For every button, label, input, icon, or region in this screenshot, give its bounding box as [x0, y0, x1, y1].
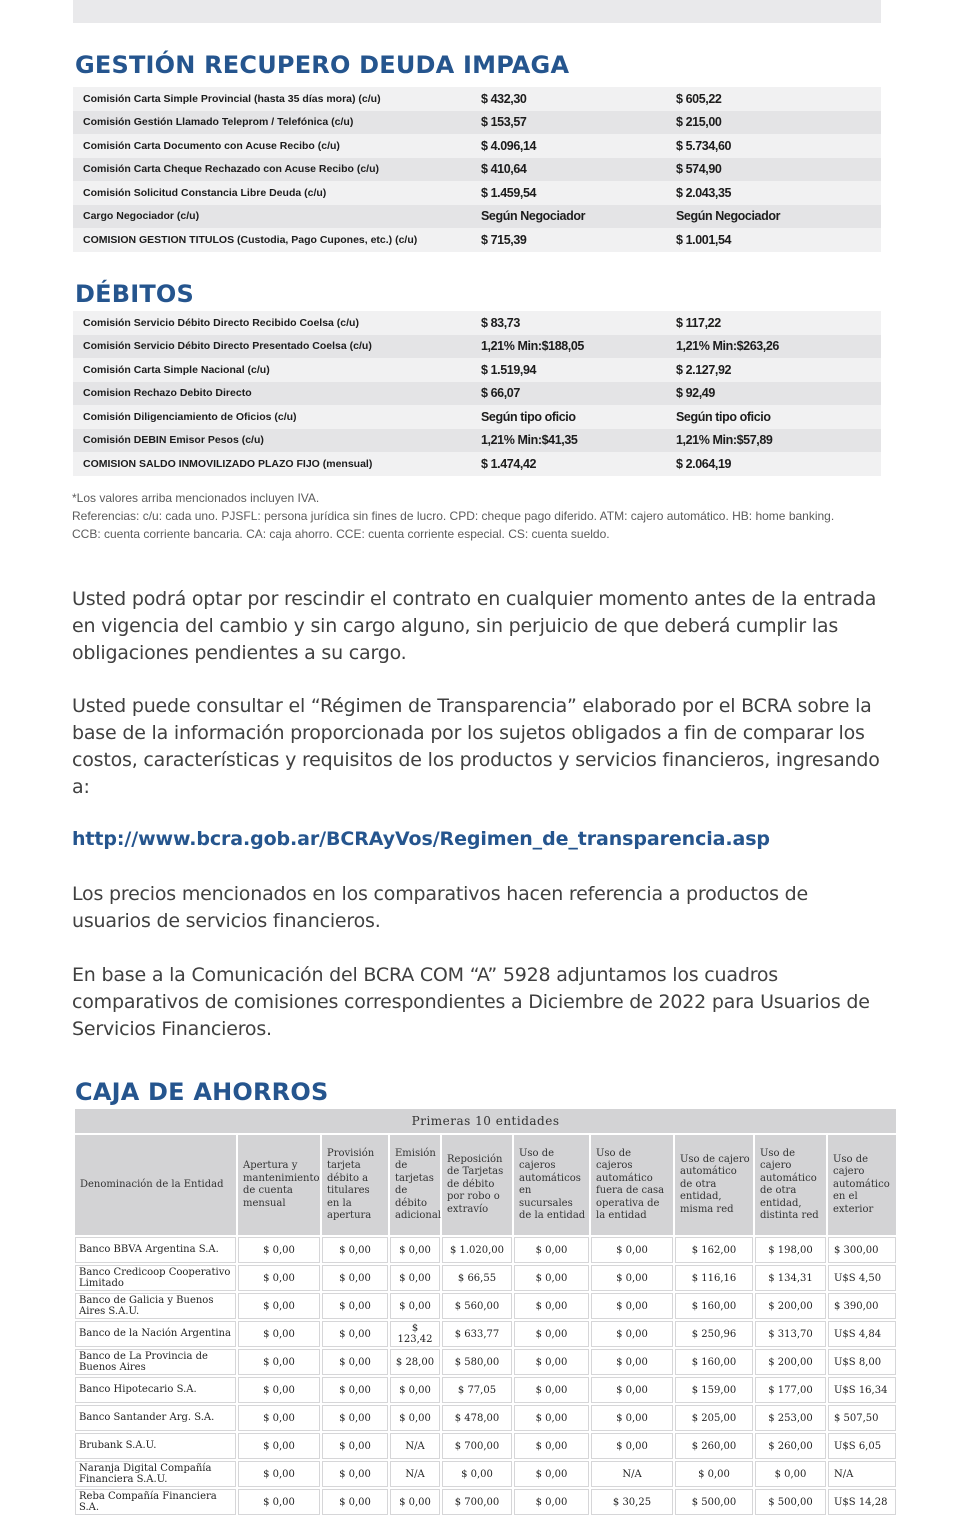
fee-cell: $ 0,00 [590, 1236, 674, 1264]
column-header: Uso de cajero automático de otra entidad, distinta red [754, 1134, 827, 1236]
fee-cell: $ 0,00 [237, 1488, 321, 1516]
fee-concept: Comisión Servicio Débito Directo Recibido Coelsa (c/u) [73, 311, 481, 335]
paragraph-transparencia: Usted puede consultar el “Régimen de Transparencia” elaborado por el BCRA sobre la base de la información proporcionada por los sujetos obligados a fin de comparar los costos, características y requisitos de los productos y servicios financieros, ingresando a: [72, 695, 880, 798]
fee-cell: $ 633,77 [441, 1320, 513, 1348]
table-band-header: Primeras 10 entidades [74, 1108, 897, 1134]
table-row [74, 1348, 897, 1376]
fee-cell: U$S 16,34 [827, 1376, 897, 1404]
fee-concept: Comisión Gestión Llamado Teleprom / Telefónica (c/u) [73, 111, 481, 135]
fee-row [73, 452, 881, 476]
fee-row [73, 429, 881, 453]
fee-row [73, 111, 881, 135]
fee-cell: $ 0,00 [389, 1236, 441, 1264]
fee-value: $ 1.474,42 [481, 452, 676, 476]
fee-cell: $ 0,00 [321, 1320, 389, 1348]
fee-concept: Comisión Carta Simple Provincial (hasta 35 días mora) (c/u) [73, 87, 481, 111]
fee-cell: $ 160,00 [674, 1292, 754, 1320]
fee-cell: $ 66,55 [441, 1264, 513, 1292]
entity-name-cell: Banco de Galicia y Buenos Aires S.A.U. [74, 1292, 237, 1320]
fee-row [73, 158, 881, 182]
fee-cell: $ 159,00 [674, 1376, 754, 1404]
fee-cell: $ 0,00 [513, 1460, 590, 1488]
fee-cell: N/A [827, 1460, 897, 1488]
fee-value-final: $ 2.127,92 [676, 358, 881, 382]
table-row [74, 1376, 897, 1404]
fee-concept: Comision Rechazo Debito Directo [73, 382, 481, 406]
fee-cell: $ 0,00 [237, 1348, 321, 1376]
fee-cell: $ 0,00 [590, 1320, 674, 1348]
fee-value: $ 83,73 [481, 311, 676, 335]
fee-cell: $ 0,00 [513, 1348, 590, 1376]
fee-value-final: 1,21% Min:$263,26 [676, 335, 881, 359]
fee-concept: Comisión Diligenciamiento de Oficios (c/u) [73, 405, 481, 429]
column-header: Reposición de Tarjetas de débito por robo o extravío [441, 1134, 513, 1236]
fee-cell: U$S 8,00 [827, 1348, 897, 1376]
fee-cell: $ 162,00 [674, 1236, 754, 1264]
fee-value: $ 153,57 [481, 111, 676, 135]
fee-value: 1,21% Min:$188,05 [481, 335, 676, 359]
fee-concept: Comisión Servicio Débito Directo Presentado Coelsa (c/u) [73, 335, 481, 359]
fee-cell: $ 500,00 [674, 1488, 754, 1516]
fee-value-final: Según Negociador [676, 205, 881, 229]
footnotes [72, 489, 872, 543]
fee-row [73, 228, 881, 252]
fee-cell: $ 0,00 [389, 1404, 441, 1432]
paragraph-rescindir: Usted podrá optar por rescindir el contrato en cualquier momento antes de la entrada en vigencia del cambio y sin cargo alguno, sin perjuicio de que deberá cumplir las obligaciones pendientes a su cargo. [72, 588, 877, 664]
table-row [74, 1320, 897, 1348]
fee-row [73, 134, 881, 158]
fee-cell: $ 313,70 [754, 1320, 827, 1348]
fee-cell: $ 0,00 [321, 1460, 389, 1488]
fee-value: $ 4.096,14 [481, 134, 676, 158]
fee-cell: $ 0,00 [237, 1432, 321, 1460]
table-row [74, 1292, 897, 1320]
fee-cell: $ 478,00 [441, 1404, 513, 1432]
top-divider-bar [73, 0, 881, 23]
fee-cell: $ 0,00 [237, 1320, 321, 1348]
fee-cell: $ 700,00 [441, 1488, 513, 1516]
column-header: Emisión de tarjetas de débito adicional [389, 1134, 441, 1236]
fee-cell: $ 77,05 [441, 1376, 513, 1404]
fee-cell: $ 0,00 [513, 1376, 590, 1404]
fee-cell: $ 260,00 [674, 1432, 754, 1460]
column-header: Uso de cajero automático de otra entidad, misma red [674, 1134, 754, 1236]
fee-concept: COMISION GESTION TITULOS (Custodia, Pago Cupones, etc.) (c/u) [73, 228, 481, 252]
column-header: Uso de cajeros automático fuera de casa operativa de la entidad [590, 1134, 674, 1236]
debitos-fee-table [73, 311, 881, 476]
entity-name-cell: Banco de La Provincia de Buenos Aires [74, 1348, 237, 1376]
fee-cell: $ 580,00 [441, 1348, 513, 1376]
fee-row [73, 382, 881, 406]
fee-value: $ 432,30 [481, 87, 676, 111]
fee-cell: $ 0,00 [321, 1404, 389, 1432]
fee-cell: $ 0,00 [321, 1292, 389, 1320]
fee-cell: N/A [389, 1460, 441, 1488]
column-header: Apertura y mantenimiento de cuenta mensual [237, 1134, 321, 1236]
fee-value: $ 410,64 [481, 158, 676, 182]
fee-value-final: $ 605,22 [676, 87, 881, 111]
fee-concept: Comisión DEBIN Emisor Pesos (c/u) [73, 429, 481, 453]
fee-value-final: $ 574,90 [676, 158, 881, 182]
fee-cell: $ 0,00 [513, 1264, 590, 1292]
fee-cell: $ 300,00 [827, 1236, 897, 1264]
fee-cell: $ 0,00 [590, 1376, 674, 1404]
fee-cell: $ 0,00 [513, 1432, 590, 1460]
paragraph-comunicacion: En base a la Comunicación del BCRA COM “A” 5928 adjuntamos los cuadros comparativos de comisiones correspondientes a Diciembre de 2022 para Usuarios de Servicios Financieros. [72, 964, 870, 1040]
fee-cell: $ 0,00 [237, 1376, 321, 1404]
fee-cell: $ 260,00 [754, 1432, 827, 1460]
fee-cell: $ 0,00 [513, 1292, 590, 1320]
fee-cell: $ 0,00 [674, 1460, 754, 1488]
fee-cell: $ 0,00 [389, 1488, 441, 1516]
fee-cell: $ 0,00 [513, 1236, 590, 1264]
fee-cell: $ 0,00 [590, 1264, 674, 1292]
fee-cell: $ 0,00 [321, 1236, 389, 1264]
fee-cell: $ 160,00 [674, 1348, 754, 1376]
fee-cell: $ 0,00 [754, 1460, 827, 1488]
fee-concept: COMISION SALDO INMOVILIZADO PLAZO FIJO (mensual) [73, 452, 481, 476]
fee-cell: N/A [389, 1432, 441, 1460]
entity-name-cell: Banco de la Nación Argentina [74, 1320, 237, 1348]
fee-concept: Comisión Carta Simple Nacional (c/u) [73, 358, 481, 382]
fee-cell: $ 134,31 [754, 1264, 827, 1292]
fee-cell: $ 0,00 [321, 1264, 389, 1292]
fee-cell: $ 0,00 [513, 1404, 590, 1432]
fee-value-final: $ 117,22 [676, 311, 881, 335]
fee-cell: U$S 4,84 [827, 1320, 897, 1348]
fee-cell: $ 0,00 [389, 1264, 441, 1292]
fee-concept: Cargo Negociador (c/u) [73, 205, 481, 229]
fee-value-final: $ 5.734,60 [676, 134, 881, 158]
entity-name-cell: Banco Hipotecario S.A. [74, 1376, 237, 1404]
bcra-transparency-link[interactable]: http://www.bcra.gob.ar/BCRAyVos/Regimen_de_transparencia.asp [72, 828, 770, 850]
fee-concept: Comisión Carta Cheque Rechazado con Acuse Recibo (c/u) [73, 158, 481, 182]
fee-cell: $ 253,00 [754, 1404, 827, 1432]
fee-row [73, 181, 881, 205]
column-header: Uso de cajeros automáticos en sucursales de la entidad [513, 1134, 590, 1236]
fee-cell: $ 200,00 [754, 1292, 827, 1320]
fee-cell: $ 0,00 [237, 1292, 321, 1320]
fee-value: $ 1.519,94 [481, 358, 676, 382]
fee-cell: $ 0,00 [441, 1460, 513, 1488]
fee-cell: $ 0,00 [590, 1292, 674, 1320]
fee-row [73, 405, 881, 429]
column-header: Provisión tarjeta débito a titulares en la apertura [321, 1134, 389, 1236]
fee-value: 1,21% Min:$41,35 [481, 429, 676, 453]
fee-cell: $ 28,00 [389, 1348, 441, 1376]
table-row [74, 1488, 897, 1516]
caja-ahorros-table [73, 1107, 898, 1517]
fee-cell: $ 0,00 [237, 1404, 321, 1432]
fee-row [73, 311, 881, 335]
fee-cell: $ 198,00 [754, 1236, 827, 1264]
fee-cell: $ 0,00 [237, 1460, 321, 1488]
fee-concept: Comisión Carta Documento con Acuse Recibo (c/u) [73, 134, 481, 158]
fee-cell: $ 0,00 [389, 1292, 441, 1320]
fee-value-final: $ 1.001,54 [676, 228, 881, 252]
fee-cell: U$S 6,05 [827, 1432, 897, 1460]
fee-cell: $ 560,00 [441, 1292, 513, 1320]
fee-value: Según tipo oficio [481, 405, 676, 429]
fee-value-final: 1,21% Min:$57,89 [676, 429, 881, 453]
section-title-debitos: DÉBITOS [75, 280, 194, 308]
fee-value-final: Según tipo oficio [676, 405, 881, 429]
fee-value-final: $ 215,00 [676, 111, 881, 135]
fee-value: $ 66,07 [481, 382, 676, 406]
table-row [74, 1404, 897, 1432]
table-row [74, 1236, 897, 1264]
fee-value: $ 1.459,54 [481, 181, 676, 205]
fee-cell: $ 700,00 [441, 1432, 513, 1460]
gestion-fee-table [73, 87, 881, 252]
entity-name-cell: Banco Santander Arg. S.A. [74, 1404, 237, 1432]
fee-value-final: $ 2.064,19 [676, 452, 881, 476]
fee-cell: $ 250,96 [674, 1320, 754, 1348]
fee-value: $ 715,39 [481, 228, 676, 252]
note-references-cont: CCB: cuenta corriente bancaria. CA: caja ahorro. CCE: cuenta corriente especial. CS: cuenta sueldo. [72, 527, 610, 541]
fee-row [73, 335, 881, 359]
fee-cell: $ 0,00 [590, 1348, 674, 1376]
fee-cell: $ 0,00 [590, 1432, 674, 1460]
fee-value-final: $ 92,49 [676, 382, 881, 406]
fee-cell: $ 390,00 [827, 1292, 897, 1320]
fee-cell: $ 0,00 [321, 1432, 389, 1460]
fee-concept: Comisión Solicitud Constancia Libre Deuda (c/u) [73, 181, 481, 205]
fee-cell: $ 200,00 [754, 1348, 827, 1376]
section-title-gestion: GESTIÓN RECUPERO DEUDA IMPAGA [75, 51, 570, 79]
fee-cell: $ 0,00 [590, 1404, 674, 1432]
column-header-entity: Denominación de la Entidad [74, 1134, 237, 1236]
fee-cell: U$S 14,28 [827, 1488, 897, 1516]
entity-name-cell: Banco BBVA Argentina S.A. [74, 1236, 237, 1264]
fee-cell: U$S 4,50 [827, 1264, 897, 1292]
fee-cell: $ 507,50 [827, 1404, 897, 1432]
fee-cell: $ 116,16 [674, 1264, 754, 1292]
fee-cell: $ 0,00 [321, 1488, 389, 1516]
fee-cell: $ 1.020,00 [441, 1236, 513, 1264]
note-references: Referencias: c/u: cada uno. PJSFL: persona jurídica sin fines de lucro. CPD: cheque pago diferido. ATM: cajero automático. HB: home banking. [72, 509, 835, 523]
fee-row [73, 358, 881, 382]
entity-name-cell: Naranja Digital Compañía Financiera S.A.U. [74, 1460, 237, 1488]
fee-cell: $ 177,00 [754, 1376, 827, 1404]
section-title-caja: CAJA DE AHORROS [75, 1078, 329, 1106]
fee-row [73, 205, 881, 229]
entity-name-cell: Banco Credicoop Cooperativo Limitado [74, 1264, 237, 1292]
entity-name-cell: Brubank S.A.U. [74, 1432, 237, 1460]
fee-value: Según Negociador [481, 205, 676, 229]
fee-cell: $ 0,00 [321, 1376, 389, 1404]
fee-cell: $ 0,00 [237, 1236, 321, 1264]
fee-cell: $ 500,00 [754, 1488, 827, 1516]
fee-cell: $ 0,00 [513, 1488, 590, 1516]
fee-cell: N/A [590, 1460, 674, 1488]
table-row [74, 1264, 897, 1292]
fee-cell: $ 205,00 [674, 1404, 754, 1432]
table-row [74, 1432, 897, 1460]
fee-cell: $ 0,00 [513, 1320, 590, 1348]
paragraph-precios: Los precios mencionados en los comparativos hacen referencia a productos de usuarios de servicios financieros. [72, 883, 809, 932]
fee-cell: $ 0,00 [321, 1348, 389, 1376]
fee-cell: $ 0,00 [389, 1376, 441, 1404]
fee-cell: $ 0,00 [237, 1264, 321, 1292]
table-row [74, 1460, 897, 1488]
fee-row [73, 87, 881, 111]
fee-cell: $ 30,25 [590, 1488, 674, 1516]
fee-cell: $ 123,42 [389, 1320, 441, 1348]
entity-name-cell: Reba Compañía Financiera S.A. [74, 1488, 237, 1516]
fee-value-final: $ 2.043,35 [676, 181, 881, 205]
note-iva: *Los valores arriba mencionados incluyen IVA. [72, 491, 320, 505]
column-header: Uso de cajero automático en el exterior [827, 1134, 897, 1236]
